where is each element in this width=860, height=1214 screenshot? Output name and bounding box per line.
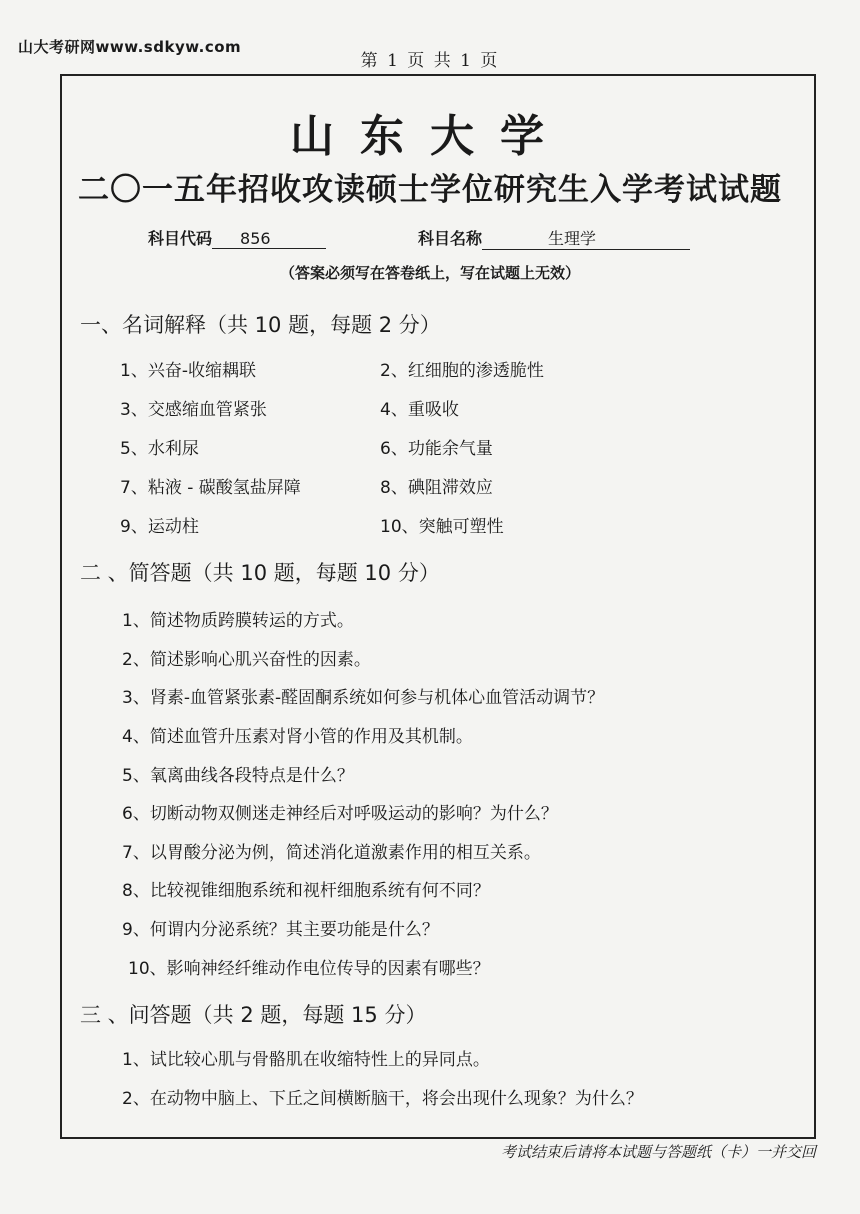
list-item: 7、粘液 - 碳酸氢盐屏障 bbox=[120, 478, 301, 498]
subject-code-label: 科目代码 bbox=[148, 229, 213, 248]
watermark: 山大考研网www.sdkyw.com bbox=[18, 38, 242, 56]
list-item: 9、运动柱 bbox=[120, 517, 199, 537]
university-name: 山东大学 bbox=[290, 111, 570, 162]
subject-name-label: 科目名称 bbox=[418, 229, 483, 248]
list-item: 9、何谓内分泌系统？其主要功能是什么？ bbox=[122, 920, 439, 940]
section-1-heading: 一、名词解释（共 10 题，每题 2 分） bbox=[80, 313, 441, 337]
list-item: 2、简述影响心肌兴奋性的因素。 bbox=[122, 650, 371, 670]
list-item: 7、以胃酸分泌为例，简述消化道激素作用的相互关系。 bbox=[122, 843, 541, 863]
list-item: 3、交感缩血管紧张 bbox=[120, 400, 267, 420]
page-number: 第 1 页 共 1 页 bbox=[360, 51, 500, 71]
list-item: 6、功能余气量 bbox=[380, 439, 493, 459]
subject-name bbox=[418, 226, 690, 250]
list-item: 2、在动物中脑上、下丘之间横断脑干，将会出现什么现象？为什么？ bbox=[122, 1089, 643, 1109]
list-item: 5、氧离曲线各段特点是什么？ bbox=[122, 766, 354, 786]
list-item: 2、红细胞的渗透脆性 bbox=[380, 361, 544, 381]
list-item: 10、突触可塑性 bbox=[380, 517, 504, 537]
list-item: 4、简述血管升压素对肾小管的作用及其机制。 bbox=[122, 727, 473, 747]
footer-note: 考试结束后请将本试题与答题纸（卡）一并交回 bbox=[500, 1143, 816, 1161]
list-item: 4、重吸收 bbox=[380, 400, 459, 420]
subject-name-value: 生理学 bbox=[482, 226, 690, 250]
list-item: 8、碘阻滞效应 bbox=[380, 478, 493, 498]
list-item: 3、肾素-血管紧张素-醛固酮系统如何参与机体心血管活动调节？ bbox=[122, 688, 605, 708]
list-item: 6、切断动物双侧迷走神经后对呼吸运动的影响？为什么？ bbox=[122, 804, 558, 824]
section-2-heading: 二 、简答题（共 10 题，每题 10 分） bbox=[80, 561, 440, 585]
list-item: 10、影响神经纤维动作电位传导的因素有哪些？ bbox=[128, 959, 490, 979]
section-3-heading: 三 、问答题（共 2 题，每题 15 分） bbox=[80, 1003, 427, 1027]
list-item: 1、试比较心肌与骨骼肌在收缩特性上的异同点。 bbox=[122, 1050, 490, 1070]
exam-title: 二〇一五年招收攻读硕士学位研究生入学考试试题 bbox=[78, 172, 782, 208]
subject-code-value: 856 bbox=[212, 229, 326, 249]
subject-code bbox=[148, 226, 326, 249]
answer-note: （答案必须写在答卷纸上，写在试题上无效） bbox=[279, 264, 580, 282]
list-item: 5、水利尿 bbox=[120, 439, 199, 459]
list-item: 8、比较视锥细胞系统和视杆细胞系统有何不同？ bbox=[122, 881, 490, 901]
list-item: 1、兴奋-收缩耦联 bbox=[120, 361, 256, 381]
list-item: 1、简述物质跨膜转运的方式。 bbox=[122, 611, 354, 631]
